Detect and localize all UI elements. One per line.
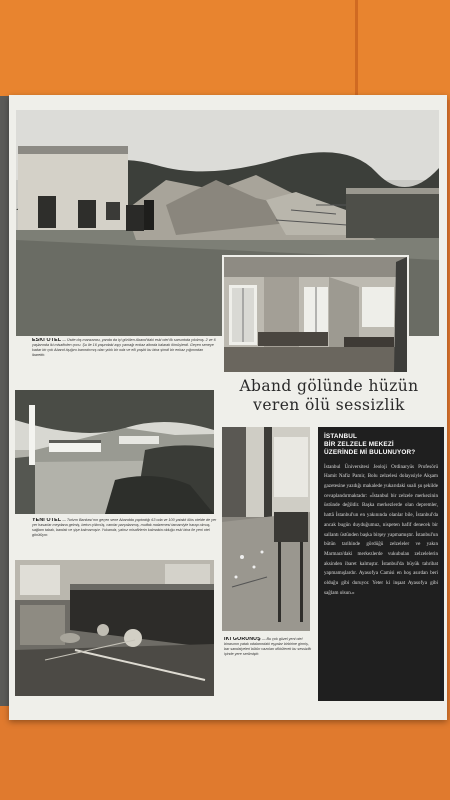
caption-label: YENİ OTEL: [32, 518, 62, 523]
caption-new-hotel: [32, 518, 217, 560]
caption-text: — Turizm Bankası'nın geçen sene Abandda yaptırdığı 63 oda ve 100 yataklı lüks otelde de yer yer hasarlar meydana gelmiş, beton çökmüş, camlar parçalanmış, mutfak malzemesi tamamiyle harap olmuş, sağlam tabak, bardak ve şişe kalmamıştır. Yukarıda, yalnız misafirlerin kalmakta olduğu eski bina ile yeni otel görülüyor.: [32, 518, 217, 537]
headline-line-1: Aband gölünde hüzün: [239, 377, 419, 395]
sidebar-body: İstanbul Üniversitesi Jeoloji Ordinaryüs Profesörü Hamit Nafiz Pamir, Bolu zelzelesi dolayısiyle Akşam gazetesine yazdığı makalede yukarıdaki suali şu şekilde cevaplandırmaktadır: «İstanbul bir zelzele merkezinin üstünde değildir. Başka merkezlerde olan depremler, hattâ İstanbul'un en yakınında olanlar bile, İstanbul'da ancak bugün duyduğumuz, nispeten hafif denecek bir sallantı üstünden başka birşey yapmamıştır. İstanbul'un bütün tarihinde gördüğü zelzeleler ve yakın Marmara'daki merkezlerde vukubulan zelzelelerin aksinden ibaret kalmıştır. İstanbul'da büyük tahribat yapmamışlardır. Ayasofya Camisi en hoş asırdan beri olduğu gibi duruyor. Yeter ki inşaat Ayasofya gibi sağlam olsun.»: [324, 463, 438, 596]
sidebar-title-line-1: İSTANBUL: [324, 433, 358, 440]
orange-backdrop-top: [0, 0, 450, 100]
photo-broken-furniture: [222, 427, 310, 631]
sidebar-title: [324, 433, 438, 458]
sidebar-title-line-2: BİR ZELZELE MEKEZİ: [324, 441, 394, 449]
photo-damaged-room: [15, 560, 214, 696]
caption-two-views: [224, 637, 314, 689]
backdrop-seam: [355, 0, 358, 100]
caption-old-hotel: [32, 338, 217, 374]
caption-label: İKİ GÖRÜNÜŞ: [224, 637, 261, 642]
photo-new-hotel-lake: [15, 390, 214, 514]
article-headline: [218, 377, 440, 415]
caption-text: — Üstte dış manzarası, yanda da içi görülen Aband'daki eski otel ilk sarsıntıda yıkılmış. 2 ve 6 yaşlarında iki misafirden çocu. Şu ile 16 yaşındaki aşçı yamağı enkaz altında kalarak ölmüşlerdi. Geçen seneye kadar bir çok Aband âşığını barındırmış olan yıkık bir oda ve elli yaşlık bu bina şimdi bir enkaz yığınından ibarettir.: [32, 338, 216, 357]
istanbul-earthquake-sidebar: [318, 427, 444, 701]
headline-line-2: veren ölü sessizlik: [253, 396, 405, 414]
photo-old-hotel-interior: [222, 255, 409, 374]
caption-label: ESKİ OTEL: [32, 338, 62, 343]
sidebar-title-line-3: ÜZERİNDE Mİ BULUNUYOR?: [324, 449, 416, 457]
caption-text: — Bu çok güzel yeni otel binasının yatak odalarındaki eşyalar birbirine girmiş, bar sandalyeleri bütün vazoları dökülerek bu sessizlik içinde yere serilmiştir.: [224, 637, 312, 656]
